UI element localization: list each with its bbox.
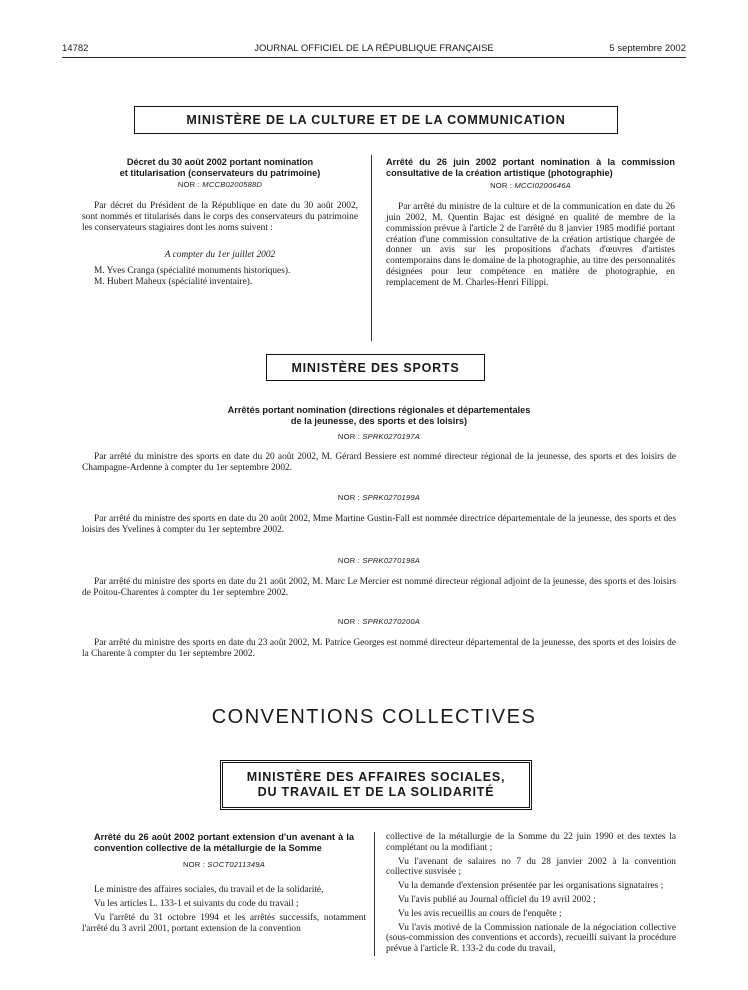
decret-conservateurs	[82, 157, 358, 288]
sports-nor-2: NOR : SPRK0270199A	[337, 493, 421, 502]
metallurgie-para-2: Vu les articles L. 133-1 et suivants du code du travail ;	[94, 898, 299, 909]
decret-name-2: M. Hubert Maheux (spécialité inventaire).	[94, 277, 253, 288]
sports-nor-3: NOR : SPRK0270198A	[337, 556, 421, 565]
column-divider	[371, 155, 372, 341]
visa-4: Vu l'avis publié au Journal officiel du 19 avril 2002 ;	[398, 894, 596, 905]
decret-nor: NOR : MCCB0200588D	[177, 180, 263, 190]
ministry-affaires-line1: MINISTÈRE DES AFFAIRES SOCIALES,	[246, 770, 506, 784]
arrete-photo-nor: NOR : MCCI0200646A	[490, 181, 571, 191]
metallurgie-nor: NOR : SOCT0211349A	[183, 860, 265, 870]
page-number: 14782	[62, 43, 89, 54]
arrete-photo-body: Par arrêté du ministre de la culture et de la communication en date du 26 juin 2002, M. Quentin Bajac est désigné en qualité de membre de la commission prévue à l'article 2 de l'arrêté du 8 janvier 1985 modifié portant création d'une commission consultative de la création artistique chargée de donner un avis sur les propositions d'achats d'œuvres d'artistes contemporains dans le domaine de la photographie, au titre des personnalités désignées pour leur compétence en matière de photographie, en remplacement de M. Charles-Henri Filippi.	[386, 202, 675, 288]
decret-title-line1: Décret du 30 août 2002 portant nomination	[126, 157, 314, 167]
sports-nor-1: NOR : SPRK0270197A	[337, 432, 421, 441]
conventions-heading: CONVENTIONS COLLECTIVES	[211, 706, 537, 728]
arrete-metallurgie	[82, 832, 366, 934]
sports-nor-4: NOR : SPRK0270200A	[337, 617, 421, 626]
sports-entry-4: Par arrêté du ministre des sports en date du 23 août 2002, M. Patrice Georges est nommé directeur départemental de la jeunesse, des sports et des loisirs de la Charente à compter du 1er septembre 2002.	[82, 638, 676, 659]
ministry-sports-title: MINISTÈRE DES SPORTS	[291, 360, 460, 375]
ministry-affaires-line2: DU TRAVAIL ET DE LA SOLIDARITÉ	[257, 785, 495, 799]
decret-date-line: A compter du 1er juillet 2002	[164, 249, 276, 260]
journal-title: JOURNAL OFFICIEL DE LA RÉPUBLIQUE FRANÇAISE	[254, 43, 494, 54]
visa-5: Vu les avis recueillis au cours de l'enquête ;	[398, 908, 562, 919]
header-date: 5 septembre 2002	[609, 43, 686, 54]
ministry-culture-box	[134, 106, 618, 134]
sports-title-line2: de la jeunesse, des sports et des loisirs)	[290, 415, 468, 426]
metallurgie-para-1: Le ministre des affaires sociales, du travail et de la solidarité,	[94, 885, 324, 896]
visa-2: Vu l'avenant de salaires no 7 du 28 janvier 2002 à la convention collective susvisée ;	[386, 856, 676, 878]
ministry-culture-title: MINISTÈRE DE LA CULTURE ET DE LA COMMUNICATION	[186, 113, 566, 127]
arrete-photographie	[386, 157, 675, 289]
ministry-affaires-sociales-box	[220, 760, 532, 810]
ministry-sports-box	[266, 354, 485, 381]
decret-body: Par décret du Président de la République en date du 30 août 2002, sont nommés et titularisés dans le corps des conservateurs du patrimoine les conservateurs stagiaires dont les noms suivent :	[82, 201, 358, 233]
sports-entry-3: Par arrêté du ministre des sports en date du 21 août 2002, M. Marc Le Mercier est nommé directeur régional adjoint de la jeunesse, des sports et des loisirs de Poitou-Charentes à compter du 1er septembre 2002.	[82, 577, 676, 598]
decret-title-line2: et titularisation (conservateurs du patrimoine)	[119, 167, 321, 178]
visa-6: Vu l'avis motivé de la Commission nationale de la négociation collective (sous-commission des conventions et accords), recueilli suivant la procédure prévue à l'article R. 133-2 du code du travail,	[386, 922, 676, 955]
arrete-photo-title: Arrêté du 26 juin 2002 portant nomination à la commission consultative de la création artistique (photographie)	[386, 157, 675, 178]
metallurgie-para-3: Vu l'arrêté du 31 octobre 1994 et les arrêtés successifs, notamment l'arrêté du 3 avril 2001, portant extension de la convention	[82, 912, 366, 934]
sports-entry-1: Par arrêté du ministre des sports en date du 20 août 2002, M. Gérard Bessiere est nommé directeur régional de la jeunesse, des sports et des loisirs de Champagne-Ardenne à compter du 1er septembre 2002.	[82, 452, 676, 473]
column-divider-2	[374, 832, 375, 956]
visa-3: Vu la demande d'extension présentée par les organisations signataires ;	[398, 881, 664, 892]
sports-entry-2: Par arrêté du ministre des sports en date du 20 août 2002, Mme Martine Gustin-Fall est nommée directrice départementale de la jeunesse, des sports et des loisirs des Yvelines à compter du 1er septembre 2002.	[82, 514, 676, 535]
decret-name-1: M. Yves Cranga (spécialité monuments historiques).	[94, 266, 291, 277]
header-rule	[62, 57, 686, 58]
metallurgie-title: Arrêté du 26 août 2002 portant extension d'un avenant à la convention collective de la métallurgie de la Somme	[94, 832, 354, 853]
visa-1: collective de la métallurgie de la Somme du 22 juin 1990 et des textes la complétant ou la modifiant ;	[386, 832, 676, 853]
sports-title-line1: Arrêtés portant nomination (directions régionales et départementales	[227, 405, 531, 415]
metallurgie-visas	[386, 832, 676, 955]
sports-arretes	[82, 405, 676, 426]
